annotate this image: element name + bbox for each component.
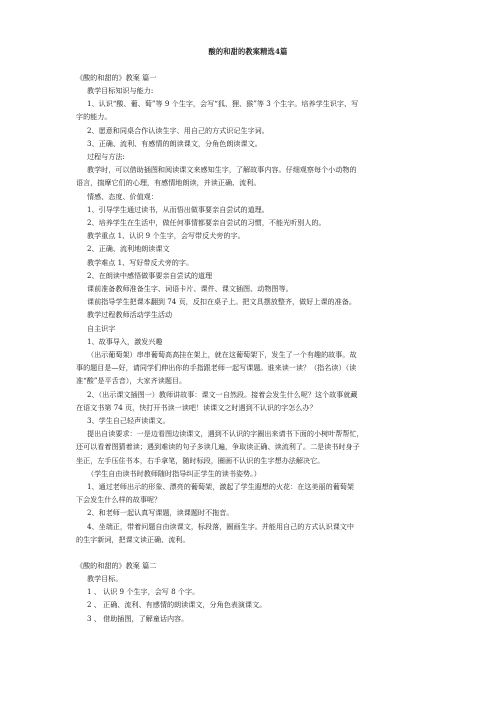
text-line: 准“酸”是平舌音），大家齐读题目。: [76, 376, 187, 385]
text-line: （学生自由读书时教师随时指导纠正学生的读书姿势。）: [87, 469, 261, 478]
text-line: 2、（出示课文插图一）教师讲故事：课文一自然段。接着会发生什么呢？这个故事就藏: [87, 390, 358, 399]
text-line: 1、引导学生通过读书，从而悟出做事要亲自尝试的道理。: [87, 205, 269, 214]
text-line: 提出自读要求：一是边看图边读课文，遇到不认识的字圈出来请书下面的小树叶帮帮忙，: [87, 429, 364, 438]
text-line: 的生字新词，把课文读正确、流利。: [76, 535, 190, 544]
text-line: 1、通过老师出示的形象、漂亮的葡萄架，激起了学生遐想的火花：在这美丽的葡萄架: [87, 482, 354, 491]
text-line: 语言，揣摩它们的心理，有感情地朗读，并读正确、流利。: [76, 178, 261, 187]
text-line: （出示葡萄架）串串葡萄高高挂在架上，就在这葡萄架下，发生了一个有趣的故事。故: [87, 350, 357, 359]
text-line: 情感、态度、价值观：: [87, 192, 158, 201]
text-line: 2、在朗读中感悟做事要亲自尝试的道理: [87, 271, 213, 280]
text-line: 自主识字: [87, 324, 116, 333]
text-line: 下会发生什么样的故事呢？: [76, 495, 162, 504]
text-line: 2、和老师一起认真写课题，读课题时不拖音。: [87, 508, 234, 517]
section-heading-1: 《酸的和甜的》教案 篇一: [76, 73, 157, 82]
text-line: 3 、 借助插图，了解童话内容。: [87, 614, 189, 623]
text-line: 1 、 认识 9 个生字，会写 8 个字。: [87, 587, 200, 596]
text-line: 教学目标。: [87, 574, 123, 583]
text-line: 教学时，可以借助插图和阅读课文来感知生字，了解故事内容。仔细观察每个小动物的: [87, 165, 357, 174]
text-line: 在语文书第 74 页，快打开书读一读吧！读课文之时遇到不认识的字怎么办？: [76, 403, 317, 412]
text-line: 课前准备教师准备生字、词语卡片、课件、课文插图、动物图等。: [87, 284, 293, 293]
text-line: 1、认识“酸、葡、萄”等 9 个生字，会写“狐、狸、猴”等 3 个生字。培养学生识字、写: [87, 99, 359, 108]
text-line: 3、学生自己轻声读课文。: [87, 416, 170, 425]
text-line: 事的题目是—好，请同学们伸出你的手指跟老师一起写课题。谁来读一读？（指名读）（读: [76, 363, 357, 372]
text-line: 教学难点 1、写好带反犬旁的字。: [87, 258, 194, 267]
text-line: 1、故事导入，激发兴趣: [87, 337, 163, 346]
text-line: 教学目标知识与能力:: [87, 86, 154, 95]
text-line: 4、坐端正，带着问题自由读课文，标段落，圈画生字。并能用自己的方式认识课文中: [87, 522, 354, 531]
section-heading-2: 《酸的和甜的》教案 篇二: [76, 561, 157, 570]
text-line: 教学过程教师活动学生活动: [87, 310, 173, 319]
text-line: 2、愿意和同桌合作认读生字、用自己的方式识记生字词。: [87, 126, 269, 135]
text-line: 2 、 正确、流利、有感情的朗读课文，分角色表演课文。: [87, 600, 267, 609]
text-line: 坐正，左手压住书本，右手拿笔，随时标段，圈画不认识的生字想办法解决它。: [76, 456, 325, 465]
text-line: 2、正确、流利地朗读课文: [87, 244, 170, 253]
text-line: 课前指导学生把课本翻到 74 页，反扣在桌子上。把文具摆放整齐，做好上课的准备。: [87, 297, 356, 306]
text-line: 过程与方法:: [87, 152, 125, 161]
text-line: 教学重点 1、认识 9 个生字，会写带反犬旁的字。: [87, 231, 245, 240]
document-title: 酸的和甜的教案精选4篇: [208, 47, 288, 56]
text-line: 3、正确、流利、有感情的朗读课文，分角色朗读课文。: [87, 139, 262, 148]
text-line: 2、培养学生在生活中，做任何事情都要亲自尝试的习惯，不能光听别人的。: [87, 218, 326, 227]
text-line: 字的能力。: [76, 112, 112, 121]
text-line: 还可以看着图猜着读；遇到难读的句子多读几遍，争取读正确、读流利了。二是读书时身子: [76, 442, 360, 451]
